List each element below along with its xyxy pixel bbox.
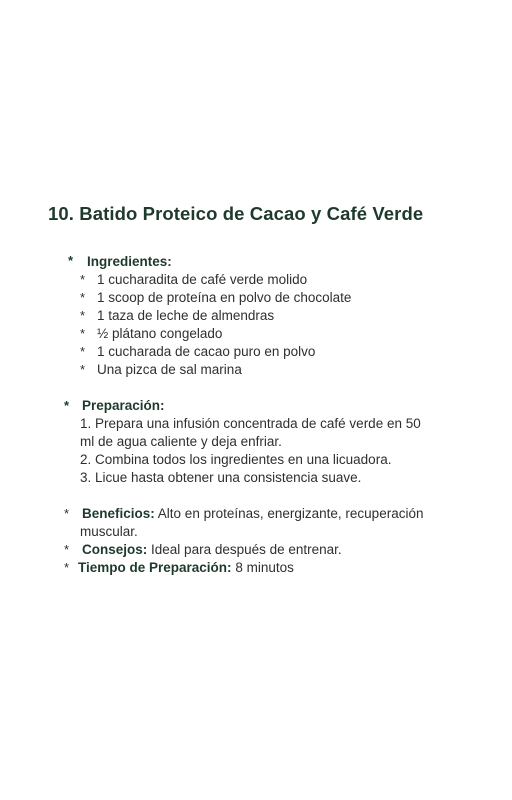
preparation-step: ml de agua caliente y deja enfriar. [80, 434, 282, 449]
benefits-text: Alto en proteínas, energizante, recuperación [157, 506, 424, 521]
ingredient-item: 1 taza de leche de almendras [97, 308, 275, 323]
tips-line [82, 541, 342, 559]
prep-time-label: Tiempo de Preparación: [78, 560, 232, 575]
recipe-title: 10. Batido Proteico de Cacao y Café Verde [48, 203, 424, 224]
preparation-step: 2. Combina todos los ingredientes en una licuadora. [80, 452, 392, 467]
tips-bullet: * [64, 542, 70, 557]
benefits-label: Beneficios: [82, 506, 155, 521]
preparation-step: 3. Licue hasta obtener una consistencia suave. [80, 470, 362, 485]
preparation-step: 1. Prepara una infusión concentrada de café verde en 50 [80, 416, 421, 431]
ingredient-item: 1 cucharadita de café verde molido [97, 272, 308, 287]
ingredient-item: Una pizca de sal marina [97, 362, 242, 377]
ingredient-bullet: * [80, 272, 86, 287]
prep-time-bullet: * [64, 560, 70, 575]
benefits-text-continued: muscular. [80, 524, 138, 539]
ingredient-bullet: * [80, 362, 86, 377]
preparation-heading: Preparación: [82, 398, 165, 413]
ingredient-bullet: * [80, 344, 86, 359]
tips-text: Ideal para después de entrenar. [151, 542, 342, 557]
ingredient-bullet: * [80, 308, 86, 323]
preparation-bullet: * [64, 398, 70, 413]
prep-time-text: 8 minutos [235, 560, 294, 575]
ingredient-item: 1 cucharada de cacao puro en polvo [97, 344, 316, 359]
tips-label: Consejos: [82, 542, 148, 557]
ingredient-bullet: * [80, 326, 86, 341]
ingredient-bullet: * [80, 290, 86, 305]
benefits-bullet: * [64, 506, 70, 521]
ingredients-bullet: * [68, 253, 74, 268]
ingredient-item: ½ plátano congelado [97, 326, 223, 341]
ingredients-heading: Ingredientes: [87, 254, 172, 269]
benefits-line [82, 505, 423, 523]
ingredient-item: 1 scoop de proteína en polvo de chocolate [97, 290, 352, 305]
prep-time-line [78, 559, 294, 577]
